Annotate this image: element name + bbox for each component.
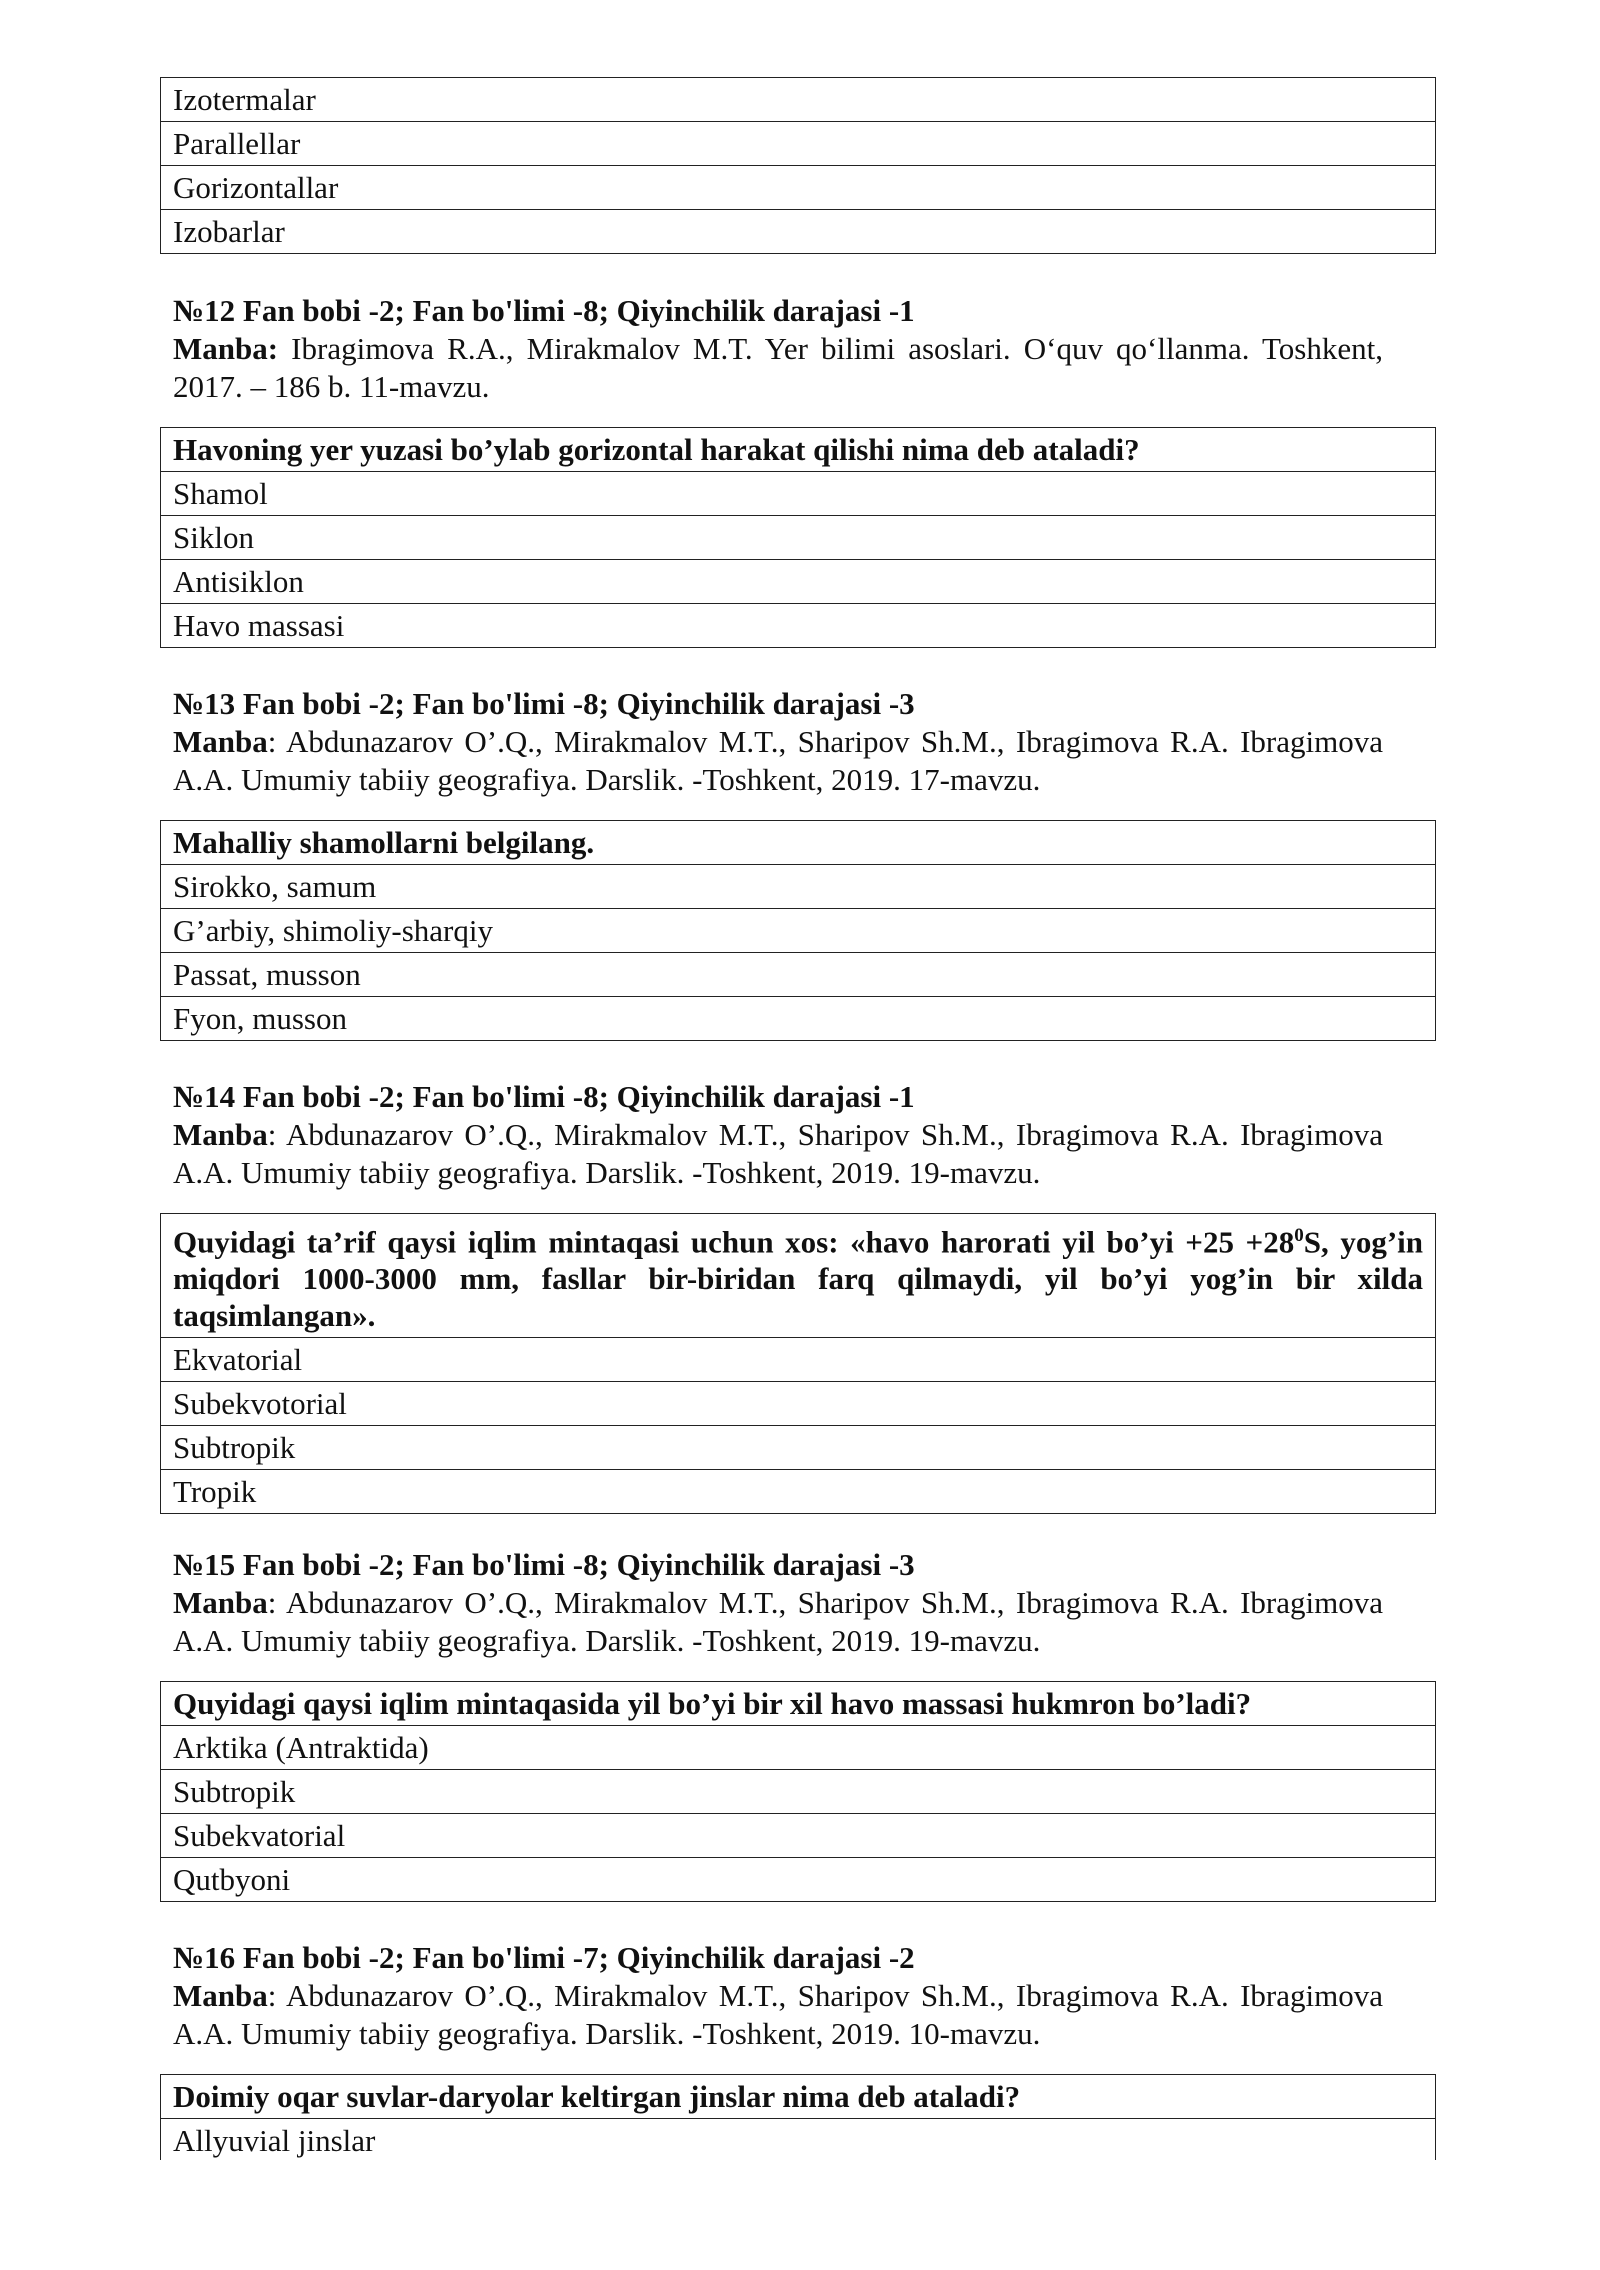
table-row [161,1338,1436,1382]
question-text: Doimiy oqar suvlar-daryolar keltirgan jinslar nima deb ataladi? [161,2075,1436,2119]
table-row [161,1770,1436,1814]
source-label: Manba [173,1585,268,1620]
question-text: Havoning yer yuzasi bo’ylab gorizontal harakat qilishi nima deb ataladi? [161,428,1436,472]
table-row [161,1726,1436,1770]
answer-option: G’arbiy, shimoliy-sharqiy [161,909,1436,953]
question-meta-12 [173,292,1383,406]
answer-option: Subekvatorial [161,1814,1436,1858]
table-row [161,1426,1436,1470]
question-meta-14 [173,1078,1383,1192]
source-reference [173,1584,1383,1660]
answer-option: Gorizontallar [161,166,1436,210]
answer-option: Arktika (Antraktida) [161,1726,1436,1770]
source-label: Manba [173,1978,268,2013]
table-row [161,1682,1436,1726]
source-text: : Abdunazarov O’.Q., Mirakmalov M.T., Sharipov Sh.M., Ibragimova R.A. Ibragimova A.A. Umumiy tabiiy geografiya. Darslik. -Toshkent, 2019. 10-mavzu. [173,1978,1383,2051]
table-row [161,604,1436,648]
answer-option: Tropik [161,1470,1436,1514]
table-row [161,953,1436,997]
source-label: Manba: [173,331,279,366]
degree-superscript: 0 [1294,1225,1304,1246]
question-table-13 [160,820,1436,1041]
answer-option: Shamol [161,472,1436,516]
answer-option: Allyuvial jinslar [161,2119,1436,2163]
question-header: №16 Fan bobi -2; Fan bo'limi -7; Qiyinchilik darajasi -2 [173,1940,915,1975]
source-label: Manba [173,1117,268,1152]
answer-option: Passat, musson [161,953,1436,997]
answer-option: Siklon [161,516,1436,560]
table-row [161,560,1436,604]
table-row [161,865,1436,909]
source-text: : Abdunazarov O’.Q., Mirakmalov M.T., Sharipov Sh.M., Ibragimova R.A. Ibragimova A.A. Umumiy tabiiy geografiya. Darslik. -Toshkent, 2019. 19-mavzu. [173,1117,1383,1190]
source-text: : Abdunazarov O’.Q., Mirakmalov M.T., Sharipov Sh.M., Ibragimova R.A. Ibragimova A.A. Umumiy tabiiy geografiya. Darslik. -Toshkent, 2019. 17-mavzu. [173,724,1383,797]
answer-option: Fyon, musson [161,997,1436,1041]
question-text: Quyidagi qaysi iqlim mintaqasida yil bo’yi bir xil havo massasi hukmron bo’ladi? [161,1682,1436,1726]
source-reference [173,330,1383,406]
table-row [161,1470,1436,1514]
table-row [161,166,1436,210]
question-table-14 [160,1213,1436,1514]
question-header: №13 Fan bobi -2; Fan bo'limi -8; Qiyinchilik darajasi -3 [173,686,915,721]
question-header: №12 Fan bobi -2; Fan bo'limi -8; Qiyinchilik darajasi -1 [173,293,915,328]
answer-option: Ekvatorial [161,1338,1436,1382]
table-row [161,2119,1436,2163]
table-row [161,210,1436,254]
table-row [161,78,1436,122]
table-row [161,2075,1436,2119]
answer-option: Subtropik [161,1426,1436,1470]
source-reference [173,723,1383,799]
question-meta-15 [173,1546,1383,1660]
question-table-15 [160,1681,1436,1902]
answer-option: Qutbyoni [161,1858,1436,1902]
question-table-16 [160,2074,1436,2162]
answer-option: Subekvotorial [161,1382,1436,1426]
answer-table-continued [160,77,1436,254]
answer-option: Parallellar [161,122,1436,166]
source-reference [173,1116,1383,1192]
question-text: Mahalliy shamollarni belgilang. [161,821,1436,865]
source-label: Manba [173,724,268,759]
source-text: : Abdunazarov O’.Q., Mirakmalov M.T., Sharipov Sh.M., Ibragimova R.A. Ibragimova A.A. Umumiy tabiiy geografiya. Darslik. -Toshkent, 2019. 19-mavzu. [173,1585,1383,1658]
answer-option: Subtropik [161,1770,1436,1814]
table-row [161,122,1436,166]
question-text [161,1214,1436,1338]
answer-option: Havo massasi [161,604,1436,648]
answer-option: Izotermalar [161,78,1436,122]
question-meta-13 [173,685,1383,799]
table-row [161,909,1436,953]
table-row [161,1858,1436,1902]
question-header: №14 Fan bobi -2; Fan bo'limi -8; Qiyinchilik darajasi -1 [173,1079,915,1114]
table-row [161,472,1436,516]
table-row [161,997,1436,1041]
table-row [161,821,1436,865]
question-text-part1: Quyidagi ta’rif qaysi iqlim mintaqasi uchun xos: «havo harorati yil bo’yi +25 +28 [173,1224,1295,1260]
question-meta-16 [173,1939,1383,2053]
table-row [161,516,1436,560]
question-table-12 [160,427,1436,648]
source-reference [173,1977,1383,2053]
table-row [161,1814,1436,1858]
table-row [161,1214,1436,1338]
question-text-part2: S, yog’in miqdori 1000-3000 mm, fasllar bir-biridan farq qilmaydi, yil bo’yi yog’in bir xilda taqsimlangan». [173,1224,1423,1334]
answer-option: Antisiklon [161,560,1436,604]
page-cut-edge [150,2160,1450,2270]
answer-option: Izobarlar [161,210,1436,254]
table-row [161,1382,1436,1426]
answer-option: Sirokko, samum [161,865,1436,909]
table-row [161,428,1436,472]
source-text: Ibragimova R.A., Mirakmalov M.T. Yer bilimi asoslari. O‘quv qo‘llanma. Toshkent, 2017. – 186 b. 11-mavzu. [173,331,1383,404]
question-header: №15 Fan bobi -2; Fan bo'limi -8; Qiyinchilik darajasi -3 [173,1547,915,1582]
